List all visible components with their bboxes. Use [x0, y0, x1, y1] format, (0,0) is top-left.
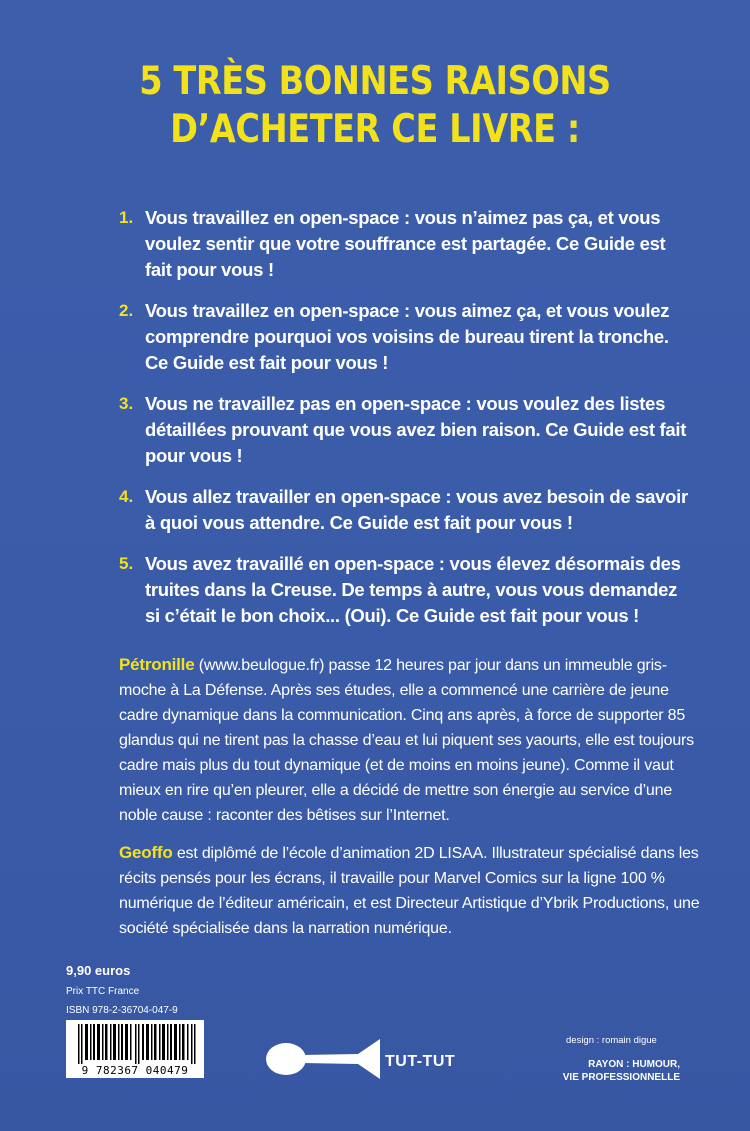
reason-number: 2.: [119, 301, 134, 320]
price-label: Prix TTC France: [66, 986, 140, 997]
reason-text: Vous travaillez en open-space : vous n’aimez pas ça, et vous voulez sentir que votre souffrance est partagée. Ce Guide est fait pour vous !: [145, 207, 666, 280]
author-name: Pétronille: [119, 655, 195, 674]
reason-item: [119, 484, 689, 536]
reason-number: 1.: [119, 208, 134, 227]
reason-text: Vous ne travaillez pas en open-space : vous voulez des listes détaillées prouvant que vous avez bien raison. Ce Guide est fait pour vous !: [145, 393, 687, 466]
author-bio-petronille: [119, 652, 709, 828]
shelf-category-line-1: RAYON : HUMOUR,: [588, 1059, 680, 1070]
cover-headline: [53, 58, 698, 154]
shelf-category-line-2: VIE PROFESSIONNELLE: [562, 1072, 680, 1083]
reason-item: [119, 391, 689, 469]
shelf-category: [540, 1058, 680, 1084]
author-bio-text: est diplômé de l’école d’animation 2D LISAA. Illustrateur spécialisé dans les récits pensés pour les écrans, il travaille pour Marvel Comics sur la ligne 100 % numérique de l’éditeur américain, et est Directeur Artistique d’Ybrik Productions, une société spécialisée dans la narration numérique.: [119, 845, 700, 937]
barcode: [66, 1020, 204, 1078]
author-bios: [119, 652, 709, 953]
reasons-list: [119, 205, 689, 644]
reason-text: Vous allez travailler en open-space : vous avez besoin de savoir à quoi vous attendre. Ce Guide est fait pour vous !: [145, 486, 688, 533]
headline-line-2: D’ACHETER CE LIVRE :: [170, 107, 580, 152]
reason-item: [119, 298, 689, 376]
author-bio-text: (www.beulogue.fr) passe 12 heures par jour dans un immeuble gris-moche à La Défense. Après ses études, elle a commencé une carrière de jeune cadre dynamique dans la communication. Cinq ans après, à force de supporter 85 glandus qui ne tirent pas la chasse d’eau et lui piquent ses yaourts, elle est toujours cadre mais plus du tout dynamique (et de moins en moins jeune). Comme il vaut mieux en rire qu’en pleurer, elle a décidé de mettre son énergie au service d’une noble cause : raconter des bêtises sur l’Internet.: [119, 657, 694, 824]
publisher-name: TUT-TUT: [385, 1053, 456, 1070]
reason-number: 4.: [119, 487, 134, 506]
reason-number: 3.: [119, 394, 134, 413]
reason-text: Vous travaillez en open-space : vous aimez ça, et vous voulez comprendre pourquoi vos voisins de bureau tirent la tronche. Ce Guide est fait pour vous !: [145, 300, 670, 373]
barcode-bars-icon: [78, 1024, 196, 1064]
reason-item: [119, 205, 689, 283]
design-credit: design : romain digue: [566, 1035, 657, 1046]
price: 9,90 euros: [66, 963, 131, 978]
reason-number: 5.: [119, 554, 134, 573]
author-bio-geoffo: [119, 840, 709, 941]
reason-text: Vous avez travaillé en open-space : vous élevez désormais des truites dans la Creuse. De temps à autre, vous vous demandez si c’était le bon choix... (Oui). Ce Guide est fait pour vous !: [145, 553, 681, 626]
isbn: ISBN 978-2-36704-047-9: [66, 1005, 178, 1016]
author-name: Geoffo: [119, 843, 173, 862]
headline-line-1: 5 TRÈS BONNES RAISONS: [139, 59, 611, 104]
barcode-number: 9 782367 040479: [81, 1064, 189, 1077]
reason-item: [119, 551, 689, 629]
